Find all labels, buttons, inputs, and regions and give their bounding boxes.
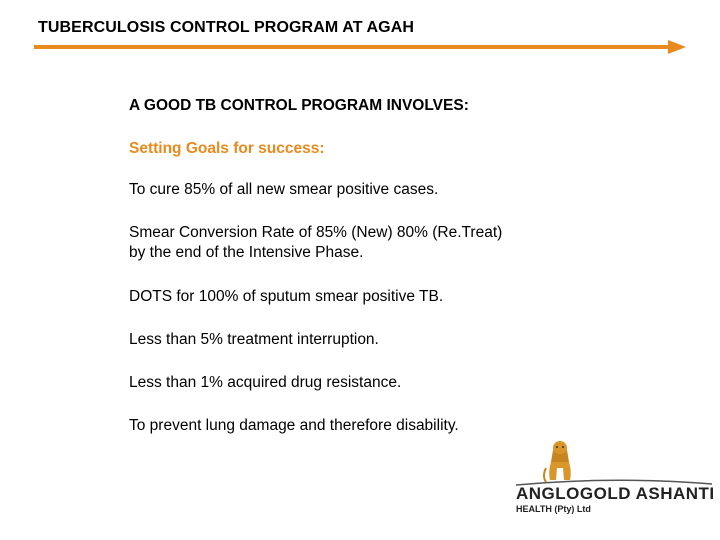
goal-line: To cure 85% of all new smear positive cases. [129,181,439,198]
goal-line: To prevent lung damage and therefore disability. [129,417,459,434]
goal-dots-coverage [129,287,443,307]
slide-title: TUBERCULOSIS CONTROL PROGRAM AT AGAH [38,19,415,36]
goal-line: DOTS for 100% of sputum smear positive TB. [129,288,444,305]
logo-company-subtitle: HEALTH (Pty) Ltd [516,504,591,514]
arrow-head [668,40,686,54]
goal-line: Smear Conversion Rate of 85% (New) 80% (Re.Treat) [129,224,503,241]
goal-line: Less than 1% acquired drug resistance. [129,374,402,391]
goal-drug-resistance [129,373,401,393]
goal-prevent-lung-damage [129,416,459,436]
logo-company-name: ANGLOGOLD ASHANTI [516,484,715,503]
goals-subheading: Setting Goals for success: [129,140,325,157]
goal-cure-rate [129,180,438,200]
goal-line: Less than 5% treatment interruption. [129,331,379,348]
anglogold-ashanti-logo [512,438,715,522]
section-heading: A GOOD TB CONTROL PROGRAM INVOLVES: [129,97,469,114]
title-underline-arrow [34,38,686,56]
goal-smear-conversion [129,223,502,263]
goal-line: by the end of the Intensive Phase. [129,244,364,261]
arrow-shaft [34,45,670,49]
goal-treatment-interruption [129,330,379,350]
